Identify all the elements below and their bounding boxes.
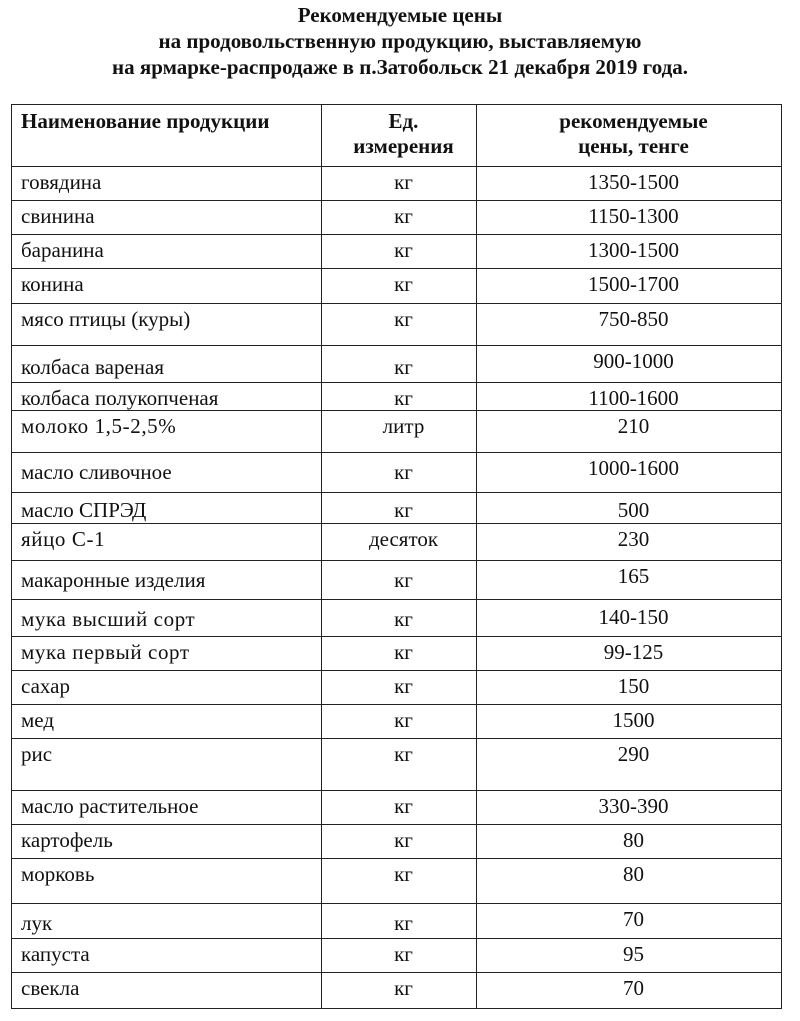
product-name: масло сливочное — [12, 453, 322, 493]
product-price: 150 — [477, 671, 782, 705]
product-unit: кг — [322, 235, 477, 269]
product-name: молоко 1,5-2,5% — [12, 411, 322, 453]
product-unit: кг — [322, 671, 477, 705]
product-unit: кг — [322, 939, 477, 973]
product-name: рис — [12, 739, 322, 791]
table-row — [12, 705, 782, 739]
product-name: лук — [12, 904, 322, 939]
product-unit: литр — [322, 411, 477, 453]
product-unit: кг — [322, 600, 477, 637]
product-price: 210 — [477, 411, 782, 453]
product-name: конина — [12, 269, 322, 304]
product-price: 750-850 — [477, 304, 782, 346]
title-line-2: на продовольственную продукцию, выставляемую — [158, 29, 642, 53]
product-name: капуста — [12, 939, 322, 973]
product-name: баранина — [12, 235, 322, 269]
product-unit: кг — [322, 973, 477, 1009]
product-unit: кг — [322, 561, 477, 600]
header-price — [477, 105, 782, 167]
product-price: 500 — [477, 493, 782, 524]
product-name: колбаса вареная — [12, 346, 322, 383]
table-row — [12, 561, 782, 600]
table-row — [12, 383, 782, 411]
product-unit: кг — [322, 637, 477, 671]
product-unit: кг — [322, 739, 477, 791]
price-table — [11, 104, 782, 1009]
product-price: 290 — [477, 739, 782, 791]
header-price-line-1: рекомендуемые — [559, 109, 708, 133]
product-price: 900-1000 — [477, 346, 782, 383]
product-name: колбаса полукопченая — [12, 383, 322, 411]
table-row — [12, 825, 782, 859]
product-price: 1150-1300 — [477, 201, 782, 235]
product-name: мука высший сорт — [12, 600, 322, 637]
product-name: яйцо С-1 — [12, 524, 322, 561]
table-row — [12, 201, 782, 235]
product-name: макаронные изделия — [12, 561, 322, 600]
product-name: мед — [12, 705, 322, 739]
table-row — [12, 453, 782, 493]
title-line-3: на ярмарке-распродаже в п.Затобольск 21 декабря 2019 года. — [112, 55, 688, 79]
product-price: 230 — [477, 524, 782, 561]
product-name: говядина — [12, 167, 322, 201]
product-unit: кг — [322, 304, 477, 346]
header-unit — [322, 105, 477, 167]
product-name: сахар — [12, 671, 322, 705]
header-unit-line-1: Ед. — [388, 109, 419, 133]
product-unit: кг — [322, 825, 477, 859]
product-price: 1500 — [477, 705, 782, 739]
table-row — [12, 167, 782, 201]
product-unit: кг — [322, 201, 477, 235]
product-unit: кг — [322, 791, 477, 825]
product-unit: кг — [322, 346, 477, 383]
product-price: 1500-1700 — [477, 269, 782, 304]
product-unit: кг — [322, 167, 477, 201]
table-row — [12, 973, 782, 1009]
product-name: масло растительное — [12, 791, 322, 825]
table-row — [12, 791, 782, 825]
title-line-1: Рекомендуемые цены — [297, 3, 503, 27]
product-unit: кг — [322, 493, 477, 524]
table-row — [12, 304, 782, 346]
product-name: свинина — [12, 201, 322, 235]
product-unit: кг — [322, 904, 477, 939]
table-row — [12, 739, 782, 791]
product-unit: кг — [322, 269, 477, 304]
product-price: 1350-1500 — [477, 167, 782, 201]
table-row — [12, 600, 782, 637]
product-unit: кг — [322, 859, 477, 904]
product-name: мясо птицы (куры) — [12, 304, 322, 346]
product-unit: кг — [322, 383, 477, 411]
product-price: 165 — [477, 561, 782, 600]
table-header-row — [12, 105, 782, 167]
table-row — [12, 346, 782, 383]
table-row — [12, 411, 782, 453]
product-name: мука первый сорт — [12, 637, 322, 671]
product-unit: кг — [322, 453, 477, 493]
product-name: морковь — [12, 859, 322, 904]
header-product-name — [12, 105, 322, 167]
product-name: свекла — [12, 973, 322, 1009]
header-product-name-label: Наименование продукции — [21, 109, 270, 133]
product-unit: десяток — [322, 524, 477, 561]
table-row — [12, 939, 782, 973]
product-price: 80 — [477, 825, 782, 859]
table-row — [12, 524, 782, 561]
table-row — [12, 493, 782, 524]
table-row — [12, 904, 782, 939]
table-row — [12, 235, 782, 269]
product-unit: кг — [322, 705, 477, 739]
table-row — [12, 637, 782, 671]
header-price-line-2: цены, тенге — [578, 134, 689, 158]
product-price: 1100-1600 — [477, 383, 782, 411]
product-price: 95 — [477, 939, 782, 973]
product-price: 80 — [477, 859, 782, 904]
product-price: 140-150 — [477, 600, 782, 637]
product-price: 1000-1600 — [477, 453, 782, 493]
product-price: 1300-1500 — [477, 235, 782, 269]
table-row — [12, 671, 782, 705]
product-price: 99-125 — [477, 637, 782, 671]
table-row — [12, 859, 782, 904]
header-unit-line-2: измерения — [353, 134, 454, 158]
product-price: 70 — [477, 904, 782, 939]
product-name: картофель — [12, 825, 322, 859]
product-price: 330-390 — [477, 791, 782, 825]
product-name: масло СПРЭД — [12, 493, 322, 524]
document-title — [0, 2, 800, 80]
product-price: 70 — [477, 973, 782, 1009]
table-row — [12, 269, 782, 304]
